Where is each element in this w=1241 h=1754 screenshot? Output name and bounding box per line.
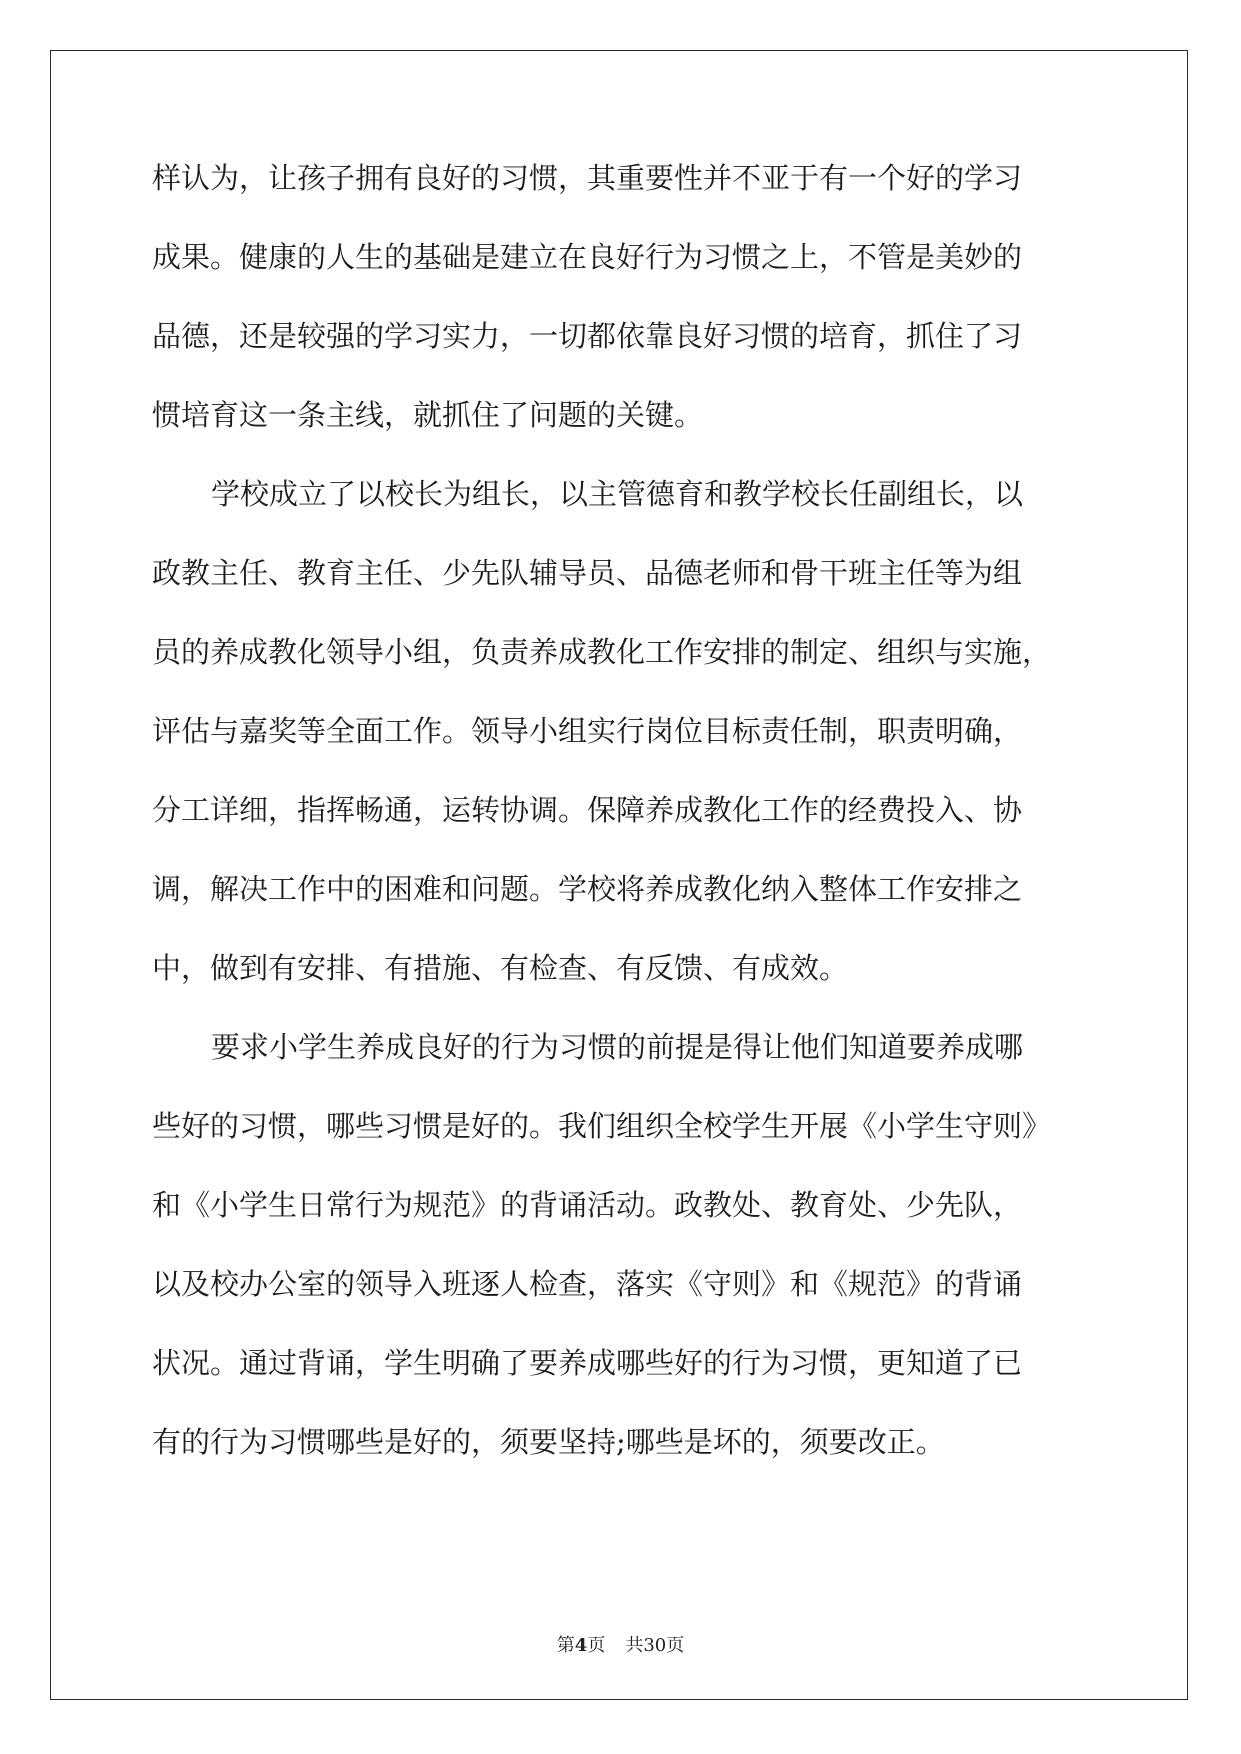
text-line: 调，解决工作中的困难和问题。学校将养成教化纳入整体工作安排之 bbox=[152, 872, 1023, 906]
text-line: 员的养成教化领导小组，负责养成教化工作安排的制定、组织与实施， bbox=[152, 635, 1052, 669]
text-line: 惯培育这一条主线，就抓住了问题的关键。 bbox=[152, 398, 704, 432]
text-line: 分工详细，指挥畅通，运转协调。保障养成教化工作的经费投入、协 bbox=[152, 793, 1023, 827]
total-suffix: 页 bbox=[666, 1635, 685, 1656]
paragraph-first-line: 学校成立了以校长为组长，以主管德育和教学校长任副组长，以 bbox=[211, 477, 1024, 511]
text-line: 样认为，让孩子拥有良好的习惯，其重要性并不亚于有一个好的学习 bbox=[152, 161, 1023, 195]
text-line: 些好的习惯，哪些习惯是好的。我们组织全校学生开展《小学生守则》 bbox=[152, 1109, 1052, 1143]
page-footer bbox=[0, 1634, 1241, 1658]
text-line: 品德，还是较强的学习实力，一切都依靠良好习惯的培育，抓住了习 bbox=[152, 319, 1023, 353]
page-prefix: 第 bbox=[556, 1635, 575, 1656]
total-pages: 30 bbox=[643, 1635, 667, 1656]
text-line: 和《小学生日常行为规范》的背诵活动。政教处、教育处、少先队， bbox=[152, 1188, 1023, 1222]
paragraph-first-line: 要求小学生养成良好的行为习惯的前提是得让他们知道要养成哪 bbox=[211, 1030, 1024, 1064]
text-line: 中，做到有安排、有措施、有检查、有反馈、有成效。 bbox=[152, 951, 849, 985]
text-line: 政教主任、教育主任、少先队辅导员、品德老师和骨干班主任等为组 bbox=[152, 556, 1023, 590]
text-line: 成果。健康的人生的基础是建立在良好行为习惯之上，不管是美妙的 bbox=[152, 240, 1023, 274]
text-line: 以及校办公室的领导入班逐人检查，落实《守则》和《规范》的背诵 bbox=[152, 1267, 1023, 1301]
total-prefix: 共 bbox=[625, 1635, 644, 1656]
page-suffix: 页 bbox=[587, 1635, 606, 1656]
page-number: 4 bbox=[574, 1635, 588, 1656]
text-line: 状况。通过背诵，学生明确了要养成哪些好的行为习惯，更知道了已 bbox=[152, 1346, 1023, 1380]
text-line: 有的行为习惯哪些是好的，须要坚持;哪些是坏的，须要改正。 bbox=[152, 1425, 945, 1459]
text-line: 评估与嘉奖等全面工作。领导小组实行岗位目标责任制，职责明确， bbox=[152, 714, 1023, 748]
